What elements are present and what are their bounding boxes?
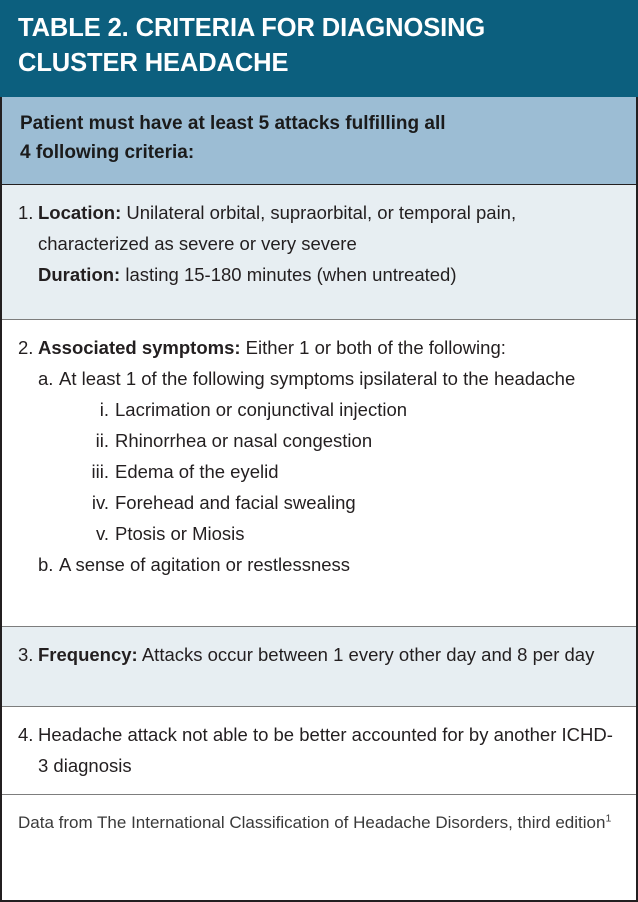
- table-row: [2, 627, 636, 707]
- criterion-1-label-duration: Duration:: [38, 264, 121, 285]
- criterion-2-sub-a-text: At least 1 of the following symptoms ipsilateral to the headache: [59, 368, 576, 389]
- subheader-line-1: Patient must have at least 5 attacks fulfilling all: [20, 113, 446, 134]
- criterion-2-label: Associated symptoms:: [38, 337, 241, 358]
- criterion-2-sub-a-v-text: Ptosis or Miosis: [115, 523, 245, 544]
- footnote-text: Data from The International Classification of Headache Disorders, third edition: [18, 813, 606, 832]
- criterion-2-sub-a-ii-marker: ii.: [95, 430, 109, 451]
- criterion-3-text: Attacks occur between 1 every other day and 8 per day: [137, 644, 595, 665]
- criterion-4: [18, 719, 620, 781]
- table-row: [2, 707, 636, 795]
- criterion-2-sub-a-v-marker: v.: [95, 523, 109, 544]
- criterion-2-sub-a-i-marker: i.: [99, 399, 109, 420]
- criterion-2-sub-a-ii-text: Rhinorrhea or nasal congestion: [115, 430, 373, 451]
- criterion-2: [18, 332, 620, 363]
- criterion-2-sub-a-iv-marker: iv.: [91, 492, 109, 513]
- table-title-line-1: TABLE 2. CRITERIA FOR DIAGNOSING: [18, 14, 486, 42]
- criterion-2-number: 2.: [18, 337, 34, 358]
- criterion-2-sub-a-i: [18, 394, 620, 425]
- criterion-2-sub-a-i-text: Lacrimation or conjunctival injection: [115, 399, 408, 420]
- criterion-2-sub-b-text: A sense of agitation or restlessness: [59, 554, 351, 575]
- table-footnote: [2, 795, 636, 900]
- criterion-2-sub-a-iii: [18, 456, 620, 487]
- criterion-2-sub-b-marker: b.: [38, 554, 54, 575]
- criterion-2-sub-a-v: [18, 518, 620, 549]
- criterion-2-sub-a-iii-text: Edema of the eyelid: [115, 461, 279, 482]
- criterion-1-location-text: Unilateral orbital, supraorbital, or temporal pain, characterized as severe or very severe: [38, 202, 517, 254]
- table-row: [2, 185, 636, 320]
- criterion-2-sub-a-marker: a.: [38, 368, 54, 389]
- criterion-1: [18, 197, 620, 290]
- table-row: [2, 320, 636, 627]
- footnote-reference-marker: 1: [605, 812, 612, 825]
- table-body: [0, 185, 638, 902]
- table-title-line-2: CLUSTER HEADACHE: [18, 49, 289, 77]
- criterion-4-text: Headache attack not able to be better accounted for by another ICHD-3 diagnosis: [38, 724, 613, 776]
- criterion-3-number: 3.: [18, 644, 34, 665]
- criterion-2-sub-a-iii-marker: iii.: [91, 461, 109, 482]
- criterion-4-number: 4.: [18, 724, 34, 745]
- subheader-line-2: 4 following criteria:: [20, 142, 195, 163]
- criterion-2-sub-a: [18, 363, 620, 394]
- criterion-1-duration-text: lasting 15-180 minutes (when untreated): [120, 264, 457, 285]
- criterion-1-text: [38, 197, 620, 290]
- criterion-1-number: 1.: [18, 202, 34, 223]
- criterion-2-sub-b: [18, 549, 620, 580]
- table-header: [0, 0, 638, 97]
- criterion-2-text: Either 1 or both of the following:: [240, 337, 506, 358]
- criterion-2-sub-a-iv: [18, 487, 620, 518]
- criterion-3: [18, 639, 620, 670]
- table-subheader: [0, 97, 638, 185]
- criterion-3-label: Frequency:: [38, 644, 138, 665]
- criterion-2-sub-a-iv-text: Forehead and facial swealing: [115, 492, 356, 513]
- criterion-1-label-location: Location:: [38, 202, 122, 223]
- criterion-2-sub-a-ii: [18, 425, 620, 456]
